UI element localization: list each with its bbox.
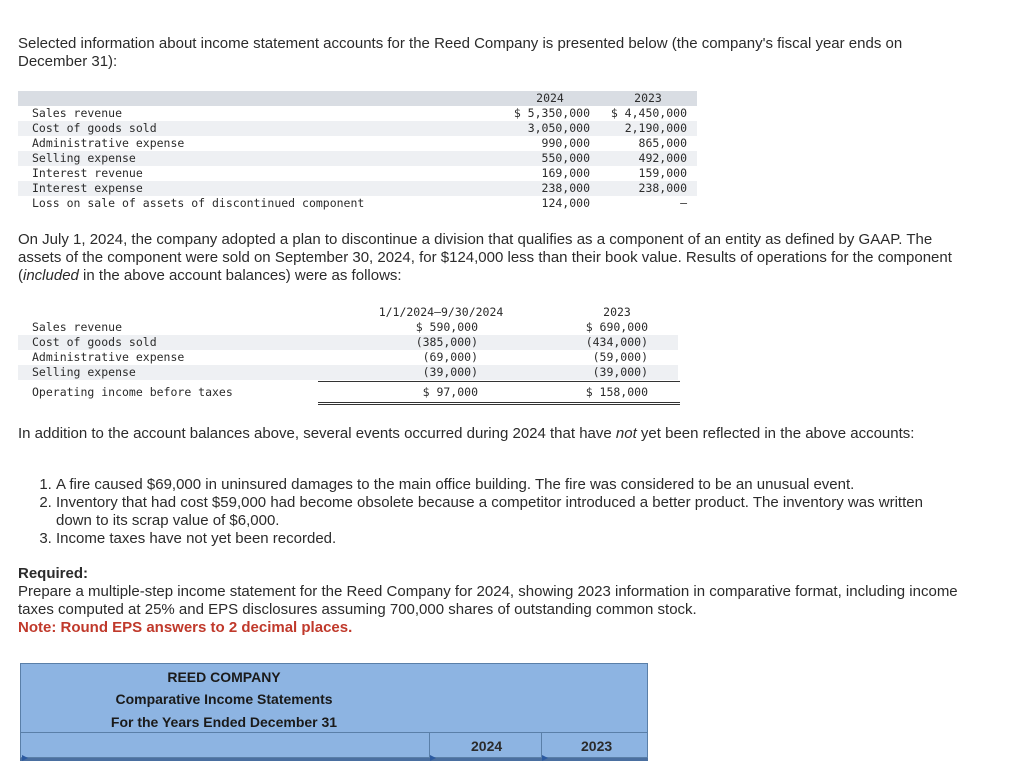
table-row: Interest revenue 169,000 159,000 [32, 166, 687, 180]
list-item: 2. Inventory that had cost $59,000 had become obsolete because a competitor introduced a better product. The inventory was written down to its scrap value of $6,000. [56, 494, 958, 530]
table-row: Sales revenue $ 590,000 $ 690,000 [32, 320, 648, 334]
total-rule [318, 402, 680, 403]
column-2023: 2023 [581, 738, 613, 754]
table-header [18, 305, 678, 320]
table-row: Selling expense 550,000 492,000 [18, 151, 697, 166]
statement-rule [20, 758, 648, 761]
column-2024: 2024 [471, 738, 503, 754]
table-row: Loss on sale of assets of discontinued component 124,000 – [32, 196, 687, 210]
statement-period: For the Years Ended December 31 [110, 714, 338, 730]
income-statement-header [20, 663, 648, 758]
header-period: 1/1/2024–9/30/2024 [378, 305, 504, 319]
events-intro: In addition to the account balances above, several events occurred during 2024 that have not yet been reflected in the above accounts: [18, 425, 915, 442]
column-headers [20, 733, 648, 758]
subtotal-rule [318, 381, 680, 382]
list-item: 3. Income taxes have not yet been recorded. [56, 530, 958, 548]
table-row: Cost of goods sold 3,050,000 2,190,000 [18, 121, 697, 136]
required-heading: Required: [18, 565, 89, 582]
header-2024: 2024 [536, 91, 564, 105]
table-row: Sales revenue $ 5,350,000 $ 4,450,000 [32, 106, 687, 120]
required-text: Prepare a multiple-step income statement for the Reed Company for 2024, showing 2023 information in comparative format, including income taxes computed at 25% and EPS disclosures assuming 700,000 shares of outstanding common stock. [18, 583, 958, 618]
row-marker-icon [22, 755, 28, 761]
table-header [18, 91, 697, 106]
events-list [18, 476, 958, 548]
list-item: 1. A fire caused $69,000 in uninsured damages to the main office building. The fire was considered to be an unusual event. [56, 476, 958, 494]
table-row: Interest expense 238,000 238,000 [18, 181, 697, 196]
header-2023: 2023 [603, 305, 631, 319]
total-rule [318, 404, 680, 405]
statement-title-block [20, 663, 648, 733]
table-row: Selling expense (39,000) (39,000) [18, 365, 678, 380]
header-2023: 2023 [634, 91, 662, 105]
events-list-wrap [18, 476, 958, 548]
row-marker-icon [430, 755, 436, 761]
company-name: REED COMPANY [167, 669, 281, 685]
rounding-note: Note: Round EPS answers to 2 decimal places. [18, 619, 353, 636]
row-marker-icon [542, 755, 548, 761]
table-row: Administrative expense (69,000) (59,000) [32, 350, 648, 364]
table-row: Cost of goods sold (385,000) (434,000) [18, 335, 678, 350]
discontinued-paragraph: On July 1, 2024, the company adopted a plan to discontinue a division that qualifies as a component of an entity as defined by GAAP. The assets of the component were sold on September 30, 2024, for $124,000 less than their book value. Results of operations for the component (included in the above account balances) were as follows: [18, 231, 952, 284]
table-row: Administrative expense 990,000 865,000 [32, 136, 687, 150]
statement-title: Comparative Income Statements [115, 691, 333, 707]
intro-paragraph: Selected information about income statement accounts for the Reed Company is presented below (the company's fiscal year ends on December 31): [18, 35, 903, 70]
table-row: Operating income before taxes $ 97,000 $ 158,000 [32, 385, 648, 399]
